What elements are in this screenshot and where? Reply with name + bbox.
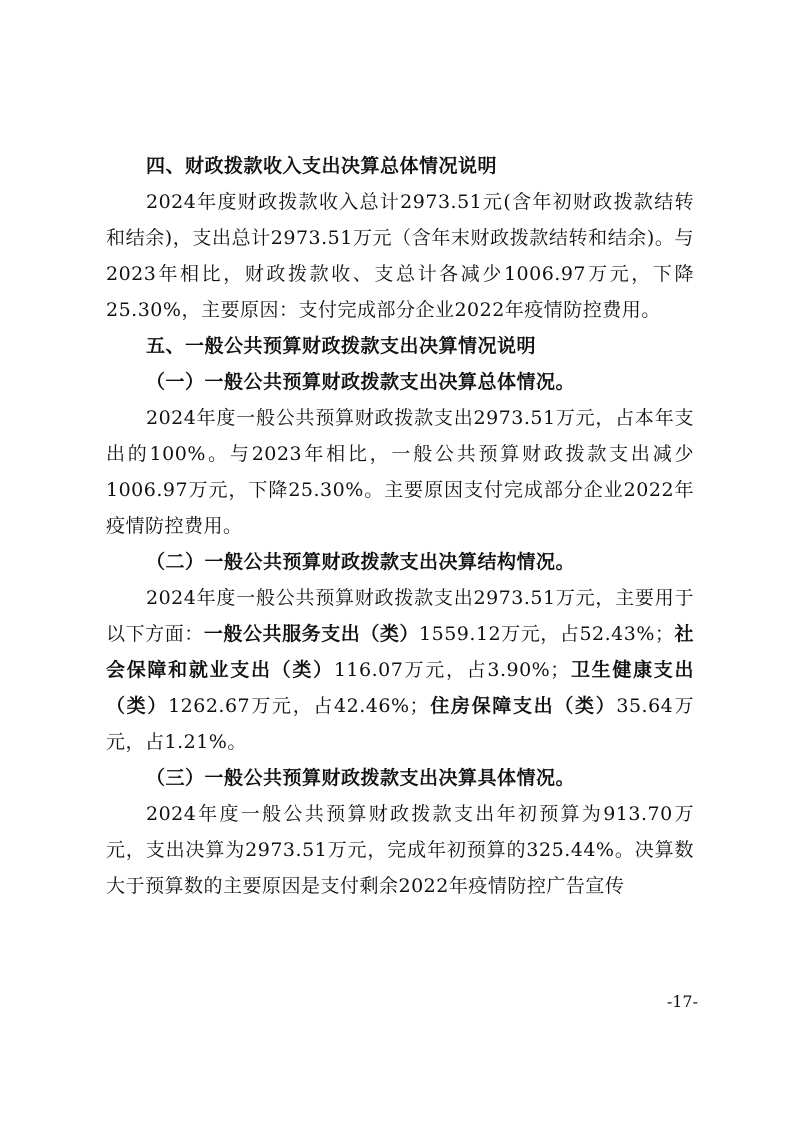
- section-4-paragraph: 2024年度财政拨款收入总计2973.51元(含年初财政拨款结转和结余)，支出总计2973.51万元（含年末财政拨款结转和结余)。与2023年相比，财政拨款收、支总计各减少1006.97万元，下降25.30%，主要原因：支付完成部分企业2022年疫情防控费用。: [106, 191, 694, 321]
- expense-item-label: 住房保障支出（类）: [429, 695, 617, 717]
- document-body: [106, 148, 694, 904]
- subsection-1-paragraph: 2024年度一般公共预算财政拨款支出2973.51万元，占本年支出的100%。与2023年相比，一般公共预算财政拨款支出减少1006.97万元，下降25.30%。主要原因支付完成部分企业2022年疫情防控费用。: [106, 407, 694, 537]
- expense-item-label: 一般公共服务支出（类）: [203, 623, 420, 645]
- expense-item-label: 社会保障和就业支出（类）: [106, 623, 694, 681]
- expense-item-value: 1559.12万元，占52.43%；: [419, 623, 675, 645]
- subsection-heading-1: （一）一般公共预算财政拨款支出决算总体情况。: [146, 371, 576, 393]
- expense-item-value: 1262.67万元，占42.46%；: [168, 695, 430, 717]
- section-heading-5: 五、一般公共预算财政拨款支出决算情况说明: [146, 335, 537, 357]
- subsection-heading-2: （二）一般公共预算财政拨款支出决算结构情况。: [146, 551, 576, 573]
- page-number: -17-: [666, 992, 698, 1011]
- expense-item-value: 116.07万元，占3.90%；: [333, 659, 570, 681]
- subsection-2-intro: 2024年度一般公共预算财政拨款支出2973.51万元，主要用于以下方面：: [106, 587, 694, 645]
- expense-item-label: 卫生健康支出（类）: [106, 659, 694, 717]
- subsection-3-paragraph: 2024年度一般公共预算财政拨款支出年初预算为913.70万元，支出决算为2973.51万元，完成年初预算的325.44%。决算数大于预算数的主要原因是支付剩余2022年疫情防控广告宣传: [106, 803, 694, 897]
- expense-item-value: 35.64万元，占1.21%。: [106, 695, 694, 753]
- subsection-2-paragraph: [106, 580, 694, 760]
- section-heading-4: 四、财政拨款收入支出决算总体情况说明: [146, 155, 498, 177]
- subsection-heading-3: （三）一般公共预算财政拨款支出决算具体情况。: [146, 767, 576, 789]
